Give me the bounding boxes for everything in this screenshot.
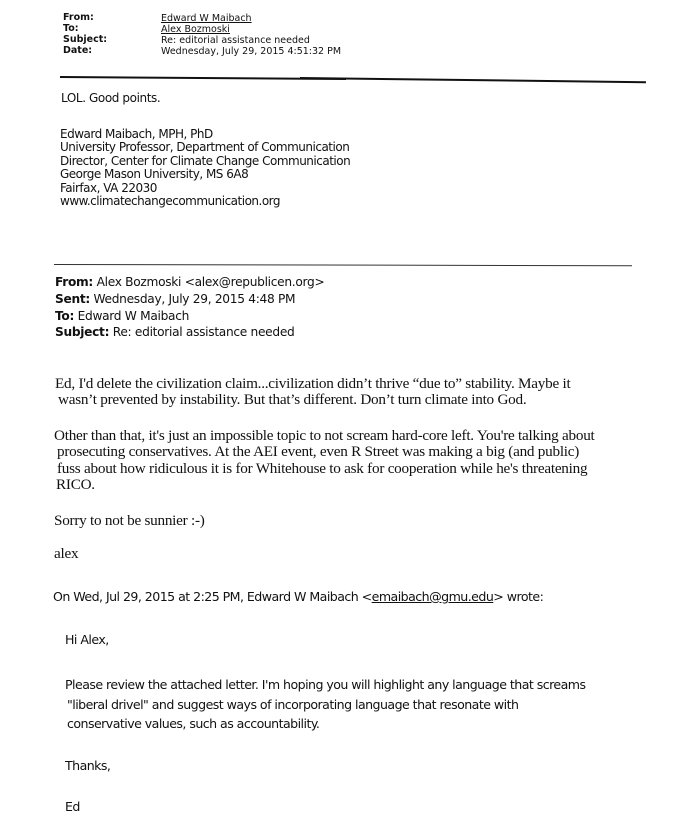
forwarded-subject-value: Re: editorial assistance needed bbox=[112, 325, 295, 340]
original-greeting: Hi Alex, bbox=[65, 632, 109, 647]
signature-title: University Professor, Department of Communication bbox=[60, 140, 350, 155]
signature-name: Edward Maibach, MPH, PhD bbox=[60, 127, 213, 141]
to-value[interactable]: Alex Bozmoski bbox=[161, 24, 230, 35]
forwarded-subject-row bbox=[55, 324, 324, 341]
forwarded-to-row bbox=[55, 308, 324, 325]
forwarded-to-value: Edward W Maibach bbox=[77, 308, 190, 323]
forward-divider bbox=[54, 264, 632, 266]
signature-city: Fairfax, VA 22030 bbox=[60, 180, 157, 195]
quote-intro-email-link[interactable]: emaibach@gmu.edu bbox=[371, 589, 494, 604]
to-label: To: bbox=[63, 23, 79, 34]
alex-paragraph-2 bbox=[54, 428, 595, 494]
from-label: From: bbox=[63, 12, 94, 23]
signature-block bbox=[60, 128, 350, 208]
alex-paragraph-2-line: prosecuting conservatives. At the AEI event, even R Street was making a big (and public) bbox=[57, 443, 580, 461]
quote-intro-suffix: > wrote: bbox=[493, 589, 544, 604]
header-divider-right bbox=[300, 77, 646, 83]
alex-closing: Sorry to not be sunnier :-) bbox=[54, 512, 205, 529]
alex-paragraph-1 bbox=[55, 376, 570, 409]
forwarded-header bbox=[55, 274, 324, 341]
alex-paragraph-2-line: fuss about how ridiculous it is for Whitehouse to ask for cooperation while he's threatening bbox=[57, 459, 588, 477]
original-sign: Ed bbox=[65, 799, 80, 814]
signature-university: George Mason University, MS 6A8 bbox=[60, 167, 249, 182]
signature-director: Director, Center for Climate Change Communication bbox=[60, 153, 351, 168]
original-body-line: "liberal drivel" and suggest ways of incorporating language that resonate with bbox=[67, 696, 519, 712]
subject-value: Re: editorial assistance needed bbox=[161, 35, 310, 46]
date-label: Date: bbox=[63, 45, 93, 56]
from-value[interactable]: Edward W Maibach bbox=[161, 13, 252, 24]
subject-label: Subject: bbox=[63, 34, 108, 45]
quote-intro-prefix: On Wed, Jul 29, 2015 at 2:25 PM, Edward W Maibach < bbox=[53, 589, 372, 604]
date-value: Wednesday, July 29, 2015 4:51:32 PM bbox=[161, 46, 342, 57]
forwarded-subject-label: Subject: bbox=[55, 325, 110, 340]
forwarded-sent-row bbox=[55, 291, 324, 308]
original-body-line: Please review the attached letter. I'm hoping you will highlight any language that screams bbox=[65, 677, 586, 692]
forwarded-from-row bbox=[55, 274, 324, 291]
forwarded-sent-value: Wednesday, July 29, 2015 4:48 PM bbox=[93, 291, 296, 306]
reply-text: LOL. Good points. bbox=[61, 91, 161, 105]
alex-paragraph-2-line: RICO. bbox=[56, 476, 95, 494]
original-thanks: Thanks, bbox=[65, 758, 111, 773]
alex-paragraph-2-line: Other than that, it's just an impossible topic to not scream hard-core left. You're talking about bbox=[54, 427, 595, 444]
original-body-line: conservative values, such as accountability. bbox=[67, 716, 320, 731]
alex-paragraph-1-line: Ed, I'd delete the civilization claim...civilization didn’t thrive “due to” stability. Maybe it bbox=[55, 375, 571, 392]
forwarded-to-label: To: bbox=[55, 308, 75, 323]
forwarded-sent-label: Sent: bbox=[55, 291, 90, 306]
original-body bbox=[65, 675, 586, 734]
alex-sign: alex bbox=[54, 545, 79, 562]
forwarded-from-value: Alex Bozmoski <alex@republicen.org> bbox=[96, 275, 325, 289]
forwarded-from-label: From: bbox=[55, 275, 94, 289]
quote-intro bbox=[53, 589, 543, 604]
alex-paragraph-1-line: wasn’t prevented by instability. But that’s different. Don’t turn climate into God. bbox=[58, 391, 527, 409]
signature-website[interactable]: www.climatechangecommunication.org bbox=[60, 194, 281, 209]
